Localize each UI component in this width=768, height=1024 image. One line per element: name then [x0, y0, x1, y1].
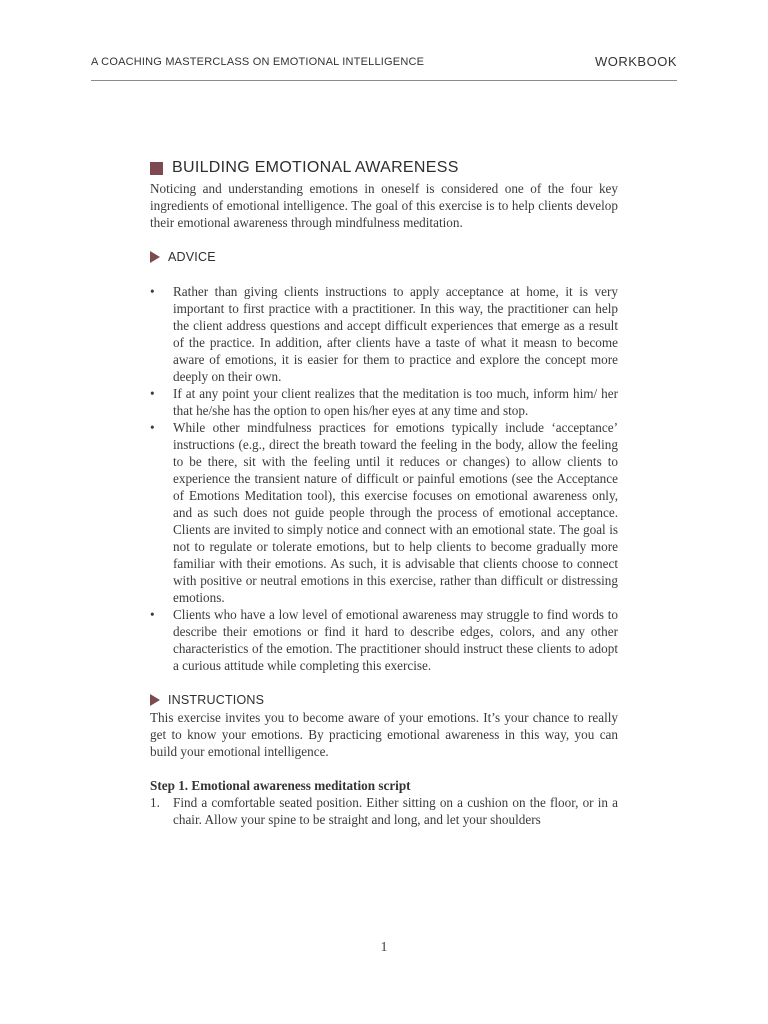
main-content	[150, 156, 618, 828]
triangle-right-icon	[150, 694, 160, 706]
instructions-heading	[150, 691, 618, 709]
step-number: 1.	[150, 795, 160, 810]
bullet-marker: •	[150, 284, 155, 299]
list-item-text: If at any point your client realizes that the meditation is too much, inform him/ her that he/she has the option to open his/her eyes at any time and stop.	[173, 386, 618, 418]
intro-paragraph: Noticing and understanding emotions in oneself is considered one of the four key ingredients of emotional intelligence. The goal of this exercise is to help clients develop their emotional awareness through mindfulness meditation.	[150, 181, 618, 230]
page-header	[91, 54, 677, 81]
section-heading	[150, 156, 618, 180]
triangle-right-icon	[150, 251, 160, 263]
list-item-text: Clients who have a low level of emotional awareness may struggle to find words to describe their emotions or find it hard to describe edges, colors, and any other characteristics of the emotion. The practitioner should instruct these clients to adopt a curious attitude while completing this exercise.	[173, 607, 618, 673]
advice-heading	[150, 248, 618, 266]
bullet-marker: •	[150, 607, 155, 622]
list-item	[150, 794, 618, 828]
advice-list	[150, 283, 618, 674]
square-icon	[150, 162, 163, 175]
bullet-marker: •	[150, 386, 155, 401]
header-book-title: A COACHING MASTERCLASS ON EMOTIONAL INTELLIGENCE	[91, 56, 425, 68]
advice-heading-text: ADVICE	[168, 250, 216, 264]
list-item-text: Rather than giving clients instructions to apply acceptance at home, it is very important to first practice with a practitioner. In this way, the practitioner can help the client address questions and accept difficult experiences that emerge as a result of the practice. In addition, after clients have a taste of what it measn to become aware of emotions, it is easier for them to practice and explore the concept more deeply on their own.	[173, 284, 618, 384]
instructions-heading-text: INSTRUCTIONS	[168, 693, 265, 707]
bullet-marker: •	[150, 420, 155, 435]
steps-list	[150, 794, 618, 828]
header-workbook-label: WORKBOOK	[594, 54, 677, 69]
list-item	[150, 385, 618, 419]
page-number: 1	[380, 940, 388, 955]
instructions-paragraph: This exercise invites you to become aware of your emotions. It’s your chance to really get to know your emotions. By practicing emotional awareness in this way, you can build your emotional intelligence.	[150, 710, 618, 759]
step-title: Step 1. Emotional awareness meditation script	[150, 778, 411, 793]
section-title-text: BUILDING EMOTIONAL AWARENESS	[172, 159, 459, 176]
step-text: Find a comfortable seated position. Either sitting on a cushion on the floor, or in a chair. Allow your spine to be straight and long, and let your shoulders	[173, 795, 618, 827]
list-item-text: While other mindfulness practices for emotions typically include ‘acceptance’ instructions (e.g., direct the breath toward the feeling in the body, allow the feeling to be there, sit with the feeling until it reduces or changes) to allow clients to experience the transient nature of difficult or painful emotions (see the Acceptance of Emotions Meditation tool), this exercise focuses on emotional awareness only, and as such does not guide people through the process of emotional acceptance. Clients are invited to simply notice and connect with an emotional state. The goal is not to regulate or tolerate emotions, but to help clients to become gradually more familiar with their emotions. As such, it is advisable that clients choose to connect with positive or neutral emotions in this exercise, rather than difficult or distressing emotions.	[173, 420, 618, 605]
list-item	[150, 606, 618, 674]
list-item	[150, 419, 618, 606]
list-item	[150, 283, 618, 385]
